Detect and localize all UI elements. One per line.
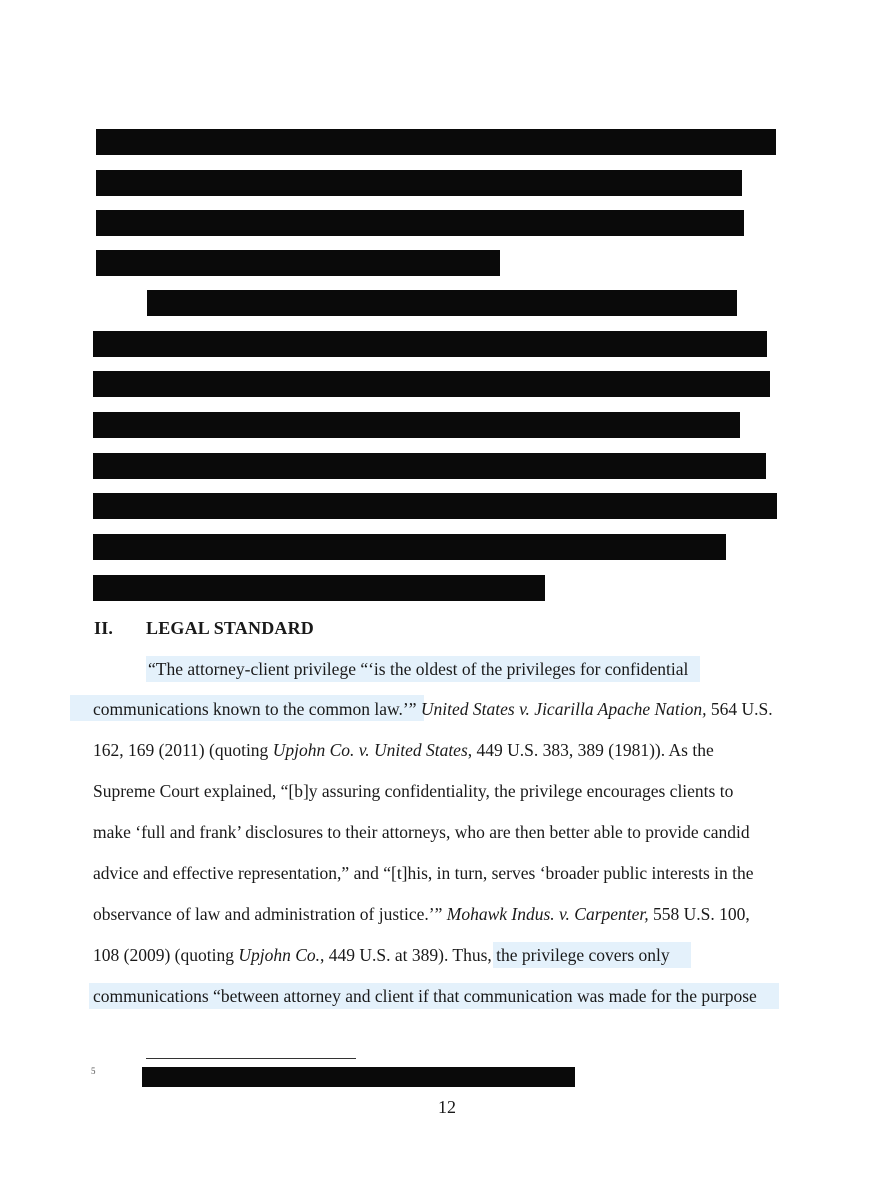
body-line bbox=[93, 862, 754, 884]
footnote-marker: 5 bbox=[91, 1066, 96, 1076]
body-line bbox=[148, 658, 688, 680]
body-text: “The attorney-client privilege “‘is the oldest of the privileges for confidential bbox=[148, 659, 689, 679]
body-text: 564 U.S. bbox=[706, 699, 773, 719]
footnote-redaction-bar bbox=[142, 1067, 575, 1087]
redaction-bar bbox=[93, 575, 545, 601]
page-number: 12 bbox=[438, 1097, 456, 1117]
redaction-bar bbox=[93, 453, 766, 479]
case-citation: Upjohn Co. bbox=[238, 945, 321, 965]
redaction-bar bbox=[96, 170, 742, 196]
body-text: advice and effective representation,” and “[t]his, in turn, serves ‘broader public interests in the bbox=[93, 863, 754, 883]
body-text: communications “between attorney and client if that communication was made for the purpose bbox=[93, 986, 757, 1006]
body-text: 162, 169 (2011) (quoting bbox=[93, 740, 273, 760]
section-number: II. bbox=[94, 618, 114, 638]
body-text: 558 U.S. 100, bbox=[648, 904, 750, 924]
footnote-divider bbox=[146, 1058, 356, 1059]
body-line bbox=[93, 739, 714, 761]
redaction-bar bbox=[93, 412, 740, 438]
body-text: 108 (2009) (quoting bbox=[93, 945, 239, 965]
redaction-bar bbox=[147, 290, 737, 316]
body-text: observance of law and administration of justice.’” bbox=[93, 904, 447, 924]
body-text: Supreme Court explained, “[b]y assuring confidentiality, the privilege encourages clients to bbox=[93, 781, 734, 801]
redaction-bar bbox=[93, 534, 726, 560]
body-line bbox=[93, 944, 670, 966]
redaction-bar bbox=[96, 210, 744, 236]
section-heading bbox=[94, 618, 314, 639]
case-citation: Upjohn Co. v. United States bbox=[272, 740, 468, 760]
body-line bbox=[93, 698, 773, 720]
redaction-bar bbox=[96, 129, 776, 155]
body-line bbox=[93, 780, 733, 802]
body-line bbox=[93, 985, 757, 1007]
redaction-bar bbox=[93, 371, 770, 397]
body-line bbox=[93, 903, 750, 925]
case-citation: United States v. Jicarilla Apache Nation, bbox=[420, 699, 707, 719]
section-title: LEGAL STANDARD bbox=[146, 618, 314, 638]
redaction-bar bbox=[93, 493, 777, 519]
body-text: , 449 U.S. at 389). Thus, the privilege covers only bbox=[320, 945, 670, 965]
redaction-bar bbox=[93, 331, 767, 357]
redaction-bar bbox=[96, 250, 500, 276]
body-text: communications known to the common law.’” bbox=[93, 699, 421, 719]
body-text: , 449 U.S. 383, 389 (1981)). As the bbox=[467, 740, 714, 760]
case-citation: Mohawk Indus. v. Carpenter, bbox=[446, 904, 649, 924]
body-line bbox=[93, 821, 750, 843]
body-text: make ‘full and frank’ disclosures to their attorneys, who are then better able to provide candid bbox=[93, 822, 750, 842]
